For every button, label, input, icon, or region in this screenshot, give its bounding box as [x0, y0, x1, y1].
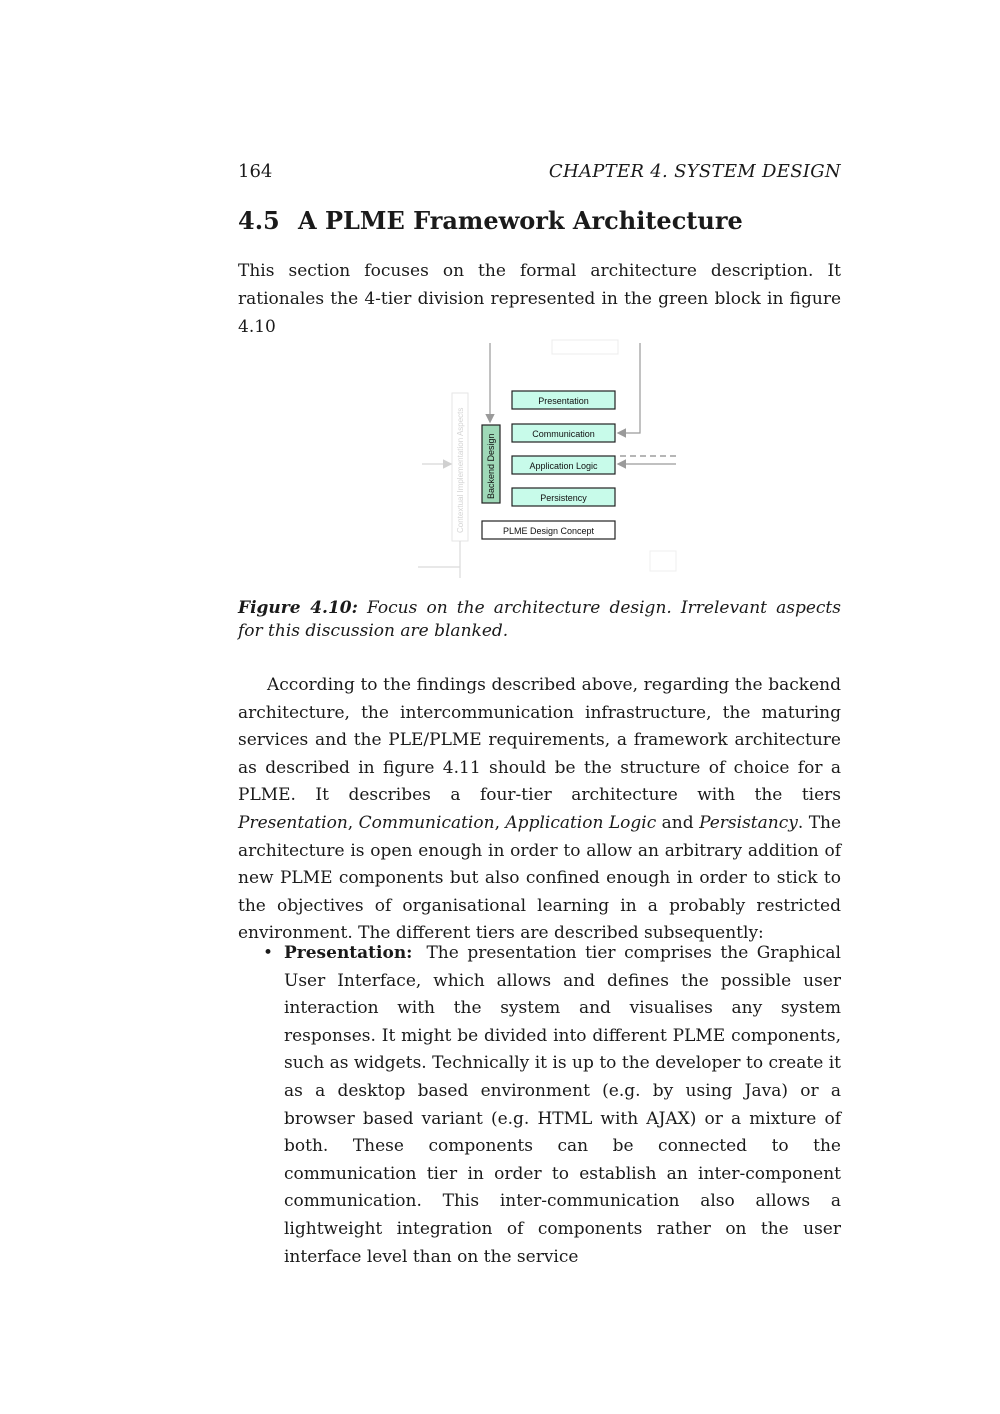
plme-design-concept-label: PLME Design Concept — [502, 526, 595, 536]
architecture-diagram — [408, 338, 678, 578]
page-number: 164 — [238, 161, 273, 182]
tier-name-persistancy: Persistancy — [699, 812, 798, 833]
caption-text: Focus on the architecture design. Irrelevant aspects for this discussion are blanked. — [238, 598, 841, 641]
right-arrow-communication — [619, 343, 640, 433]
tier-description-list — [238, 940, 841, 1271]
caption-label: Figure 4.10: — [238, 598, 358, 618]
tier-name-presentation: Presentation — [238, 812, 348, 833]
faded-bottom-right-box — [650, 551, 676, 571]
faded-side-label: Contextual Implementation Aspects — [456, 407, 465, 533]
body-text-part: . The architecture is open enough in order to allow an arbitrary addition of new PLME components but also confined enough in order to stick to the objectives of organisational learning in a probably restricted environment. The different tiers are described subsequently: — [238, 812, 842, 944]
bullet-text: The presentation tier comprises the Graphical User Interface, which allows and defines the possible user interaction with the system and visualises any system responses. It might be divided into different PLME components, such as widgets. Technically it is up to the developer to create it as a desktop based environment (e.g. by using Java) or a browser based variant (e.g. HTML with AJAX) or a mixture of both. These components can be connected to the communication tier in order to establish an inter-component communication. This inter-communication also allows a lightweight integration of components rather on the user interface level than on the service — [284, 943, 841, 1267]
chapter-title: CHAPTER 4. SYSTEM DESIGN — [548, 161, 841, 182]
tier-application-logic-label: Application Logic — [529, 461, 598, 471]
body-text-part: and — [656, 812, 700, 833]
faded-top-box — [552, 340, 618, 354]
tier-communication-label: Communication — [532, 429, 595, 439]
tier-presentation-label: Presentation — [538, 396, 589, 406]
bullet-term: Presentation: — [284, 943, 413, 963]
backend-design-label: Backend Design — [486, 433, 496, 499]
tier-name-application-logic: Application Logic — [505, 812, 657, 833]
architecture-figure — [408, 338, 678, 578]
body-separator: , — [347, 812, 359, 833]
bullet-dot: • — [263, 943, 274, 963]
body-separator: , — [494, 812, 506, 833]
body-paragraph — [238, 672, 841, 948]
section-number: 4.5 — [238, 206, 280, 235]
section-title: A PLME Framework Architecture — [298, 206, 743, 235]
intro-paragraph: This section focuses on the formal architecture description. It rationales the 4-tier division represented in the green block in figure 4.10 — [238, 261, 841, 337]
section-heading — [238, 205, 841, 237]
figure-caption — [238, 597, 841, 643]
list-item — [238, 940, 841, 1271]
tier-persistency-label: Persistency — [540, 493, 587, 503]
body-text-part: According to the findings described above, regarding the backend architecture, the intercommunication infrastructure, the maturing services and the PLE/PLME requirements, a framework architecture as described in figure 4.11 should be the structure of choice for a PLME. It describes a four-tier architecture with the tiers — [238, 675, 841, 806]
tier-name-communication: Communication — [358, 812, 495, 833]
